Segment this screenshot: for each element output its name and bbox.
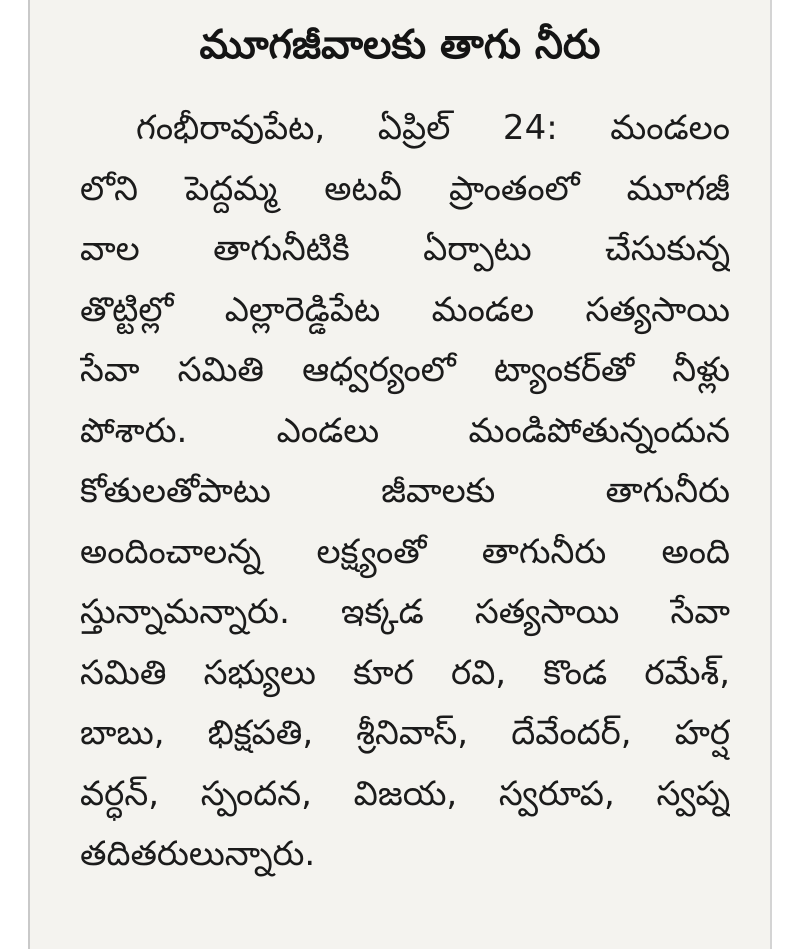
article-line: కోతులతోపాటు జీవాలకు తాగునీరు — [80, 471, 730, 511]
article-line: సేవా సమితి ఆధ్వర్యంలో ట్యాంకర్‌తో నీళ్లు — [80, 350, 730, 390]
article-line: బాబు, భిక్షపతి, శ్రీనివాస్, దేవేందర్, హర్ష — [80, 713, 730, 753]
article-body — [80, 98, 730, 885]
article-line: తదితరులున్నారు. — [80, 834, 316, 874]
article-line: వాల తాగునీటికి ఏర్పాటు చేసుకున్న — [80, 229, 730, 269]
article-line: లోని పెద్దమ్మ అటవీ ప్రాంతంలో మూగజీ — [80, 168, 730, 209]
article-line: అందించాలన్న లక్ష్యంతో తాగునీరు అంది — [80, 531, 730, 572]
article-line: గంభీరావుపేట, ఏప్రిల్ 24: మండలం — [136, 108, 730, 148]
news-clipping — [28, 0, 772, 949]
article-line: తొట్టిల్లో ఎల్లారెడ్డిపేట మండల సత్యసాయి — [80, 289, 730, 330]
article-line: స్తున్నామన్నారు. ఇక్కడ సత్యసాయి సేవా — [80, 592, 730, 632]
article-line: పోశారు. ఎండలు మండిపోతున్నందున — [80, 410, 730, 451]
headline: మూగజీవాలకు తాగు నీరు — [199, 22, 601, 68]
article-line: వర్ధన్, స్పందన, విజయ, స్వరూప, స్వప్న — [80, 773, 730, 814]
article-line: సమితి సభ్యులు కూర రవి, కొండ రమేశ్, — [80, 652, 730, 693]
